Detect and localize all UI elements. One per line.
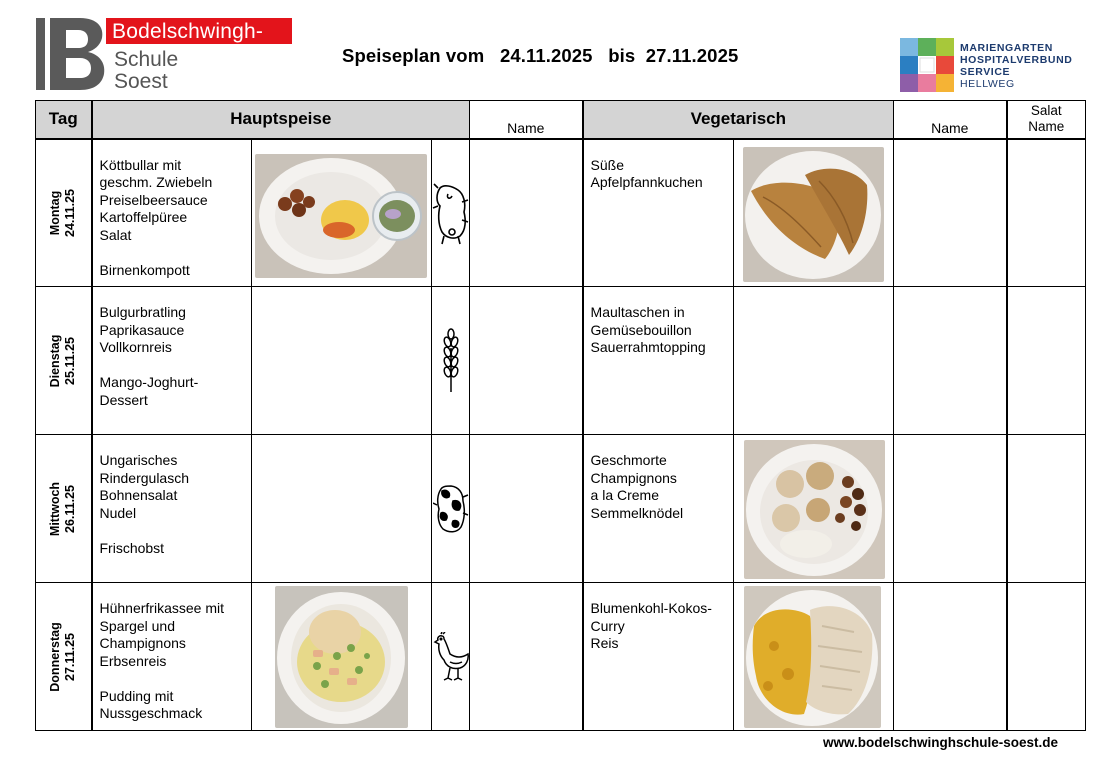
dish-line: Apfelpfannkuchen	[590, 174, 703, 190]
partner-line1: MARIENGARTEN	[960, 42, 1053, 54]
main-dish	[92, 287, 252, 435]
dish-line: Champignons	[99, 635, 186, 651]
table-row-wednesday	[36, 435, 1086, 583]
veg-dish-photo	[744, 440, 885, 579]
dish-line: Geschmorte	[590, 452, 667, 468]
school-logo-line3: Soest	[114, 70, 168, 93]
veg-dish-photo	[744, 586, 881, 728]
main-dish	[92, 139, 252, 287]
veg-dish-photo-cell	[734, 435, 894, 583]
dish-line: Spargel und	[99, 617, 176, 634]
day-label	[48, 334, 78, 387]
school-logo-line2: Schule	[114, 48, 179, 71]
wheat-icon	[443, 328, 459, 394]
main-icon-cell	[432, 139, 470, 287]
dish-line: Nudel	[99, 504, 137, 521]
header-salat-name-label: Name	[1028, 119, 1065, 135]
dish-line: Vollkornreis	[99, 339, 172, 355]
dish-line: Bohnensalat	[99, 487, 178, 503]
dish-line: a la Creme	[590, 487, 659, 503]
veg-dish	[583, 139, 734, 287]
veg-name-cell	[894, 287, 1007, 435]
header-hauptspeise	[92, 101, 470, 139]
veg-dish-photo-cell	[734, 287, 894, 435]
dish-line: Paprikasauce	[99, 321, 185, 338]
day-label	[48, 481, 78, 535]
weekday: Montag	[48, 190, 63, 235]
main-dish	[92, 583, 252, 731]
veg-dish-photo	[743, 147, 884, 282]
date: 27.11.25	[63, 632, 78, 681]
main-name-cell	[470, 287, 583, 435]
header-hauptspeise-label: Hauptspeise	[230, 109, 332, 129]
main-name-cell	[470, 435, 583, 583]
day-cell	[36, 139, 92, 287]
dish-line: Gemüsebouillon	[590, 321, 692, 338]
dish-line: Erbsenreis	[99, 652, 167, 669]
table-row-thursday	[36, 583, 1086, 731]
dish-line	[100, 522, 252, 540]
day-label	[48, 622, 78, 691]
veg-dish-photo-cell	[734, 139, 894, 287]
header-name-veg: Name	[894, 101, 1007, 139]
main-dish-photo-cell	[252, 139, 432, 287]
dish-line: Maultaschen in	[590, 304, 685, 320]
salat-name-cell	[1007, 287, 1086, 435]
veg-dish	[583, 583, 734, 731]
dish-line: Rindergulasch	[99, 469, 189, 486]
main-dish-photo	[275, 586, 408, 728]
main-dish	[92, 435, 252, 583]
school-logo	[36, 18, 292, 92]
day-cell	[36, 583, 92, 731]
main-name-cell	[470, 139, 583, 287]
salat-name-cell	[1007, 435, 1086, 583]
pig-icon	[432, 180, 470, 246]
weekday: Donnerstag	[48, 621, 63, 692]
partner-logo	[898, 38, 1088, 94]
dish-line: Dessert	[99, 391, 148, 408]
dish-line	[100, 670, 252, 688]
main-icon-cell	[432, 583, 470, 731]
main-dish-photo-cell	[252, 583, 432, 731]
partner-line2: HOSPITALVERBUND	[960, 54, 1073, 66]
dish-line: Kartoffelpüree	[99, 209, 188, 225]
school-logo-mark	[36, 18, 108, 90]
dish-line: Süße	[590, 156, 624, 173]
dish-line: Preiselbeersauce	[99, 191, 208, 208]
salat-name-cell	[1007, 139, 1086, 287]
veg-dish-photo-cell	[734, 583, 894, 731]
dish-line: Champignons	[590, 469, 677, 486]
header-tag-label: Tag	[48, 109, 78, 129]
dish-line: Sauerrahmtopping	[590, 339, 706, 355]
dish-line: Frischobst	[99, 539, 165, 556]
weekday: Mittwoch	[48, 481, 63, 536]
main-icon-cell	[432, 287, 470, 435]
header-vegetarisch-label: Vegetarisch	[690, 109, 787, 129]
date: 26.11.25	[63, 484, 78, 533]
table-row-monday	[36, 139, 1086, 287]
main-name-cell	[470, 583, 583, 731]
dish-line: Blumenkohl-Kokos-	[590, 600, 712, 616]
dish-line: Bulgurbratling	[99, 304, 186, 320]
table-row-tuesday	[36, 287, 1086, 435]
header-vegetarisch	[583, 101, 894, 139]
main-dish-photo-cell	[252, 435, 432, 583]
header-salat-label: Salat	[1030, 103, 1062, 119]
header-salat-name	[1007, 101, 1086, 139]
main-dish-photo	[255, 154, 427, 278]
school-logo-line1: Bodelschwingh-	[112, 20, 264, 43]
veg-name-cell	[894, 139, 1007, 287]
footer-website-link[interactable]: www.bodelschwinghschule-soest.de	[823, 735, 1059, 750]
dish-line: Mango-Joghurt-	[99, 374, 199, 390]
main-icon-cell	[432, 435, 470, 583]
dish-line: Köttbullar mit	[99, 156, 182, 173]
veg-name-cell	[894, 435, 1007, 583]
weekday: Dienstag	[48, 334, 63, 387]
dish-line: Birnenkompott	[99, 261, 190, 278]
veg-dish	[583, 435, 734, 583]
table-header-row	[36, 101, 1086, 139]
partner-line3: SERVICE	[960, 66, 1011, 78]
dish-line: Curry	[590, 617, 625, 634]
partner-logo-text	[960, 42, 1072, 90]
chicken-icon	[432, 632, 470, 682]
dish-line: Ungarisches	[99, 452, 178, 468]
dish-line: Reis	[590, 635, 619, 651]
partner-logo-mark	[900, 38, 954, 92]
header-name-main: Name	[470, 101, 583, 139]
partner-line4: HELLWEG	[960, 78, 1015, 90]
cow-icon	[433, 483, 469, 535]
veg-name-cell	[894, 583, 1007, 731]
dish-line	[100, 244, 252, 262]
date: 25.11.25	[63, 336, 78, 385]
main-dish-photo-cell	[252, 287, 432, 435]
date: 24.11.25	[63, 188, 78, 237]
dish-line: Salat	[99, 226, 132, 243]
menu-table	[35, 100, 1086, 731]
dish-line	[100, 357, 252, 375]
day-label	[48, 189, 78, 237]
veg-dish	[583, 287, 734, 435]
day-cell	[36, 287, 92, 435]
dish-line: geschm. Zwiebeln	[99, 174, 213, 190]
dish-line: Pudding mit	[99, 687, 174, 704]
day-cell	[36, 435, 92, 583]
header-tag	[36, 101, 92, 139]
page-title: Speiseplan vom 24.11.2025 bis 27.11.2025	[342, 45, 739, 66]
dish-line: Nussgeschmack	[99, 705, 203, 721]
dish-line: Hühnerfrikassee mit	[99, 600, 224, 616]
salat-name-cell	[1007, 583, 1086, 731]
dish-line: Semmelknödel	[590, 504, 684, 521]
